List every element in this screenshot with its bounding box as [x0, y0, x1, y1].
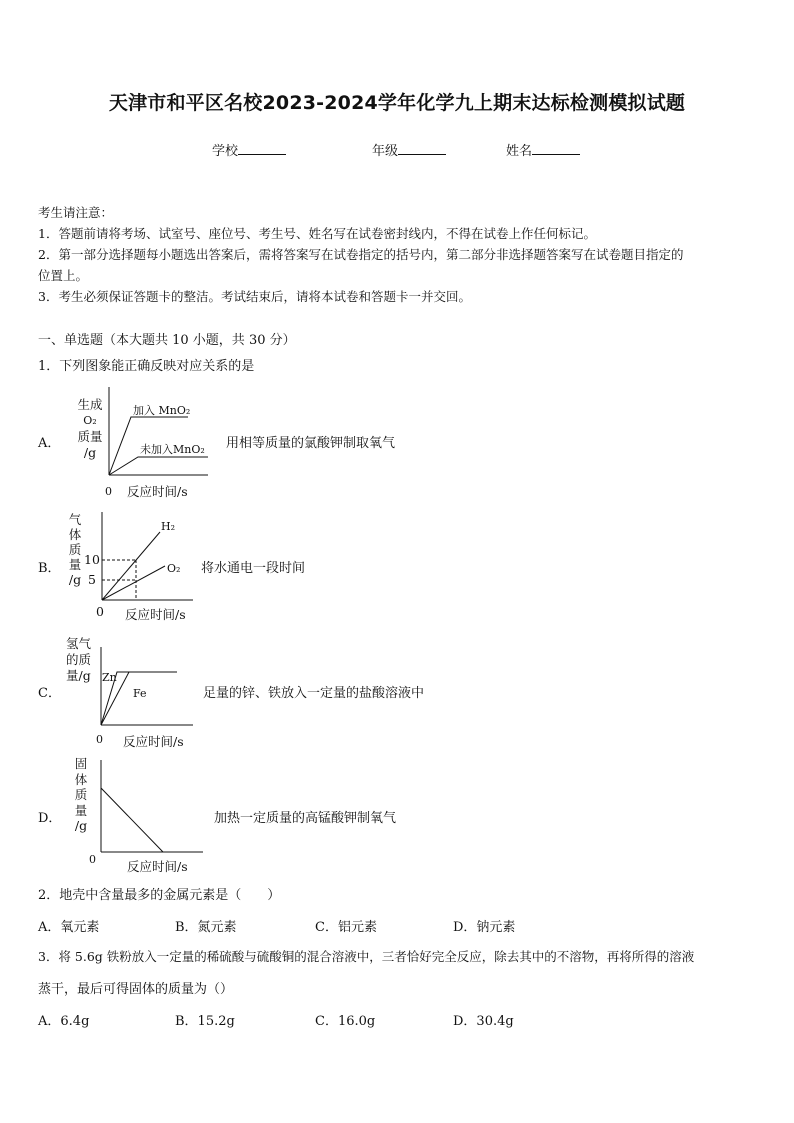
q2-option: B．氮元素 [175, 920, 237, 935]
question-3-stem: 3．将 5.6g 铁粉放入一定量的稀硫酸与硫酸铜的混合溶液中，三者恰好完全反应，除去其中的不溶物，再将所得的溶液 [38, 949, 695, 964]
tick-label: 5 [88, 572, 96, 587]
grade-label: 年级 [372, 144, 399, 159]
x-axis-label: 反应时间/s [125, 607, 186, 622]
name-field [506, 140, 580, 159]
q2-option: D．钠元素 [453, 920, 516, 935]
curve-label: 加入 MnO₂ [133, 404, 191, 417]
q2-option: C．铝元素 [315, 920, 377, 935]
name-label: 姓名 [506, 144, 533, 159]
curve-label: Zn [102, 671, 117, 684]
curve-without-mno2 [109, 457, 208, 475]
x-axis-label: 反应时间/s [123, 734, 184, 749]
question-3-stem-cont: 蒸干，最后可得固体的质量为（） [38, 982, 234, 997]
ylabel-line: 生成 [77, 397, 103, 412]
page-title: 天津市和平区名校2023-2024学年化学九上期末达标检测模拟试题 [108, 92, 686, 114]
q1-option-b-text: 将水通电一段时间 [201, 561, 306, 576]
ylabel-line: 体 [68, 527, 82, 542]
question-1-stem: 1．下列图象能正确反映对应关系的是 [38, 359, 255, 374]
ylabel-line: /g [83, 445, 97, 460]
q1-option-d-text: 加热一定质量的高锰酸钾制氧气 [214, 811, 397, 826]
ylabel-line: 固 [74, 756, 88, 771]
ylabel-line: 体 [74, 771, 88, 787]
ylabel-line: 质 [68, 542, 82, 557]
school-blank [238, 142, 286, 155]
ylabel-line: 氢气 [66, 636, 92, 651]
q3-option: B．15.2g [175, 1014, 235, 1029]
ylabel-line: /g [68, 572, 82, 587]
name-blank [532, 142, 580, 155]
q1-option-c-text: 足量的锌、铁放入一定量的盐酸溶液中 [203, 686, 425, 701]
q1-d-ylabel [72, 756, 90, 834]
grade-field [372, 140, 446, 159]
q3-option: C．16.0g [315, 1014, 376, 1029]
section-heading: 一、单选题（本大题共 10 小题，共 30 分） [38, 333, 296, 348]
ylabel-line: 的质 [66, 652, 92, 667]
q3-option: A．6.4g [38, 1014, 90, 1029]
school-label: 学校 [212, 144, 239, 159]
origin-label: 0 [96, 604, 104, 619]
ylabel-line: 质 [74, 787, 88, 802]
q1-d-graph [95, 758, 205, 858]
ylabel-line: /g [74, 818, 88, 833]
q1-option-d-letter: D． [38, 811, 62, 826]
origin-label: 0 [96, 733, 103, 746]
q1-b-graph [95, 510, 195, 605]
ylabel-line: 量 [68, 557, 82, 572]
grade-blank [398, 142, 446, 155]
q1-b-ylabel [66, 512, 84, 587]
q1-a-graph [100, 385, 210, 480]
notice-item: 1．答题前请将考场、试室号、座位号、考生号、姓名写在试卷密封线内，不得在试卷上作任何标记。 [38, 226, 596, 241]
ylabel-line: 量 [74, 802, 88, 818]
notice-item: 2．第一部分选择题每小题选出答案后，需将答案写在试卷指定的括号内，第二部分非选择题答案写在试卷题目指定的 [38, 247, 684, 262]
q1-option-a-letter: A． [38, 436, 61, 451]
curve-label: 未加入MnO₂ [140, 443, 205, 456]
origin-label: 0 [89, 853, 96, 866]
ylabel-line: 气 [68, 512, 82, 527]
tick-label: 10 [84, 552, 100, 567]
curve-label: H₂ [161, 520, 176, 533]
ylabel-line: 量/g [66, 668, 91, 683]
question-2-stem: 2．地壳中含量最多的金属元素是（ ） [38, 888, 281, 903]
x-axis-label: 反应时间/s [127, 484, 188, 499]
o2-line [102, 566, 165, 600]
q1-option-a-text: 用相等质量的氯酸钾制取氧气 [226, 436, 396, 451]
q1-option-c-letter: C． [38, 686, 61, 701]
q1-option-b-letter: B． [38, 561, 61, 576]
notice-item: 位置上。 [38, 268, 89, 283]
curve-label: Fe [133, 687, 147, 700]
q3-option: D．30.4g [453, 1014, 514, 1029]
school-field [212, 140, 286, 159]
origin-label: 0 [105, 485, 112, 498]
solid-mass-line [101, 788, 163, 852]
h2-line [102, 532, 160, 600]
ylabel-line: 质量 [77, 429, 103, 444]
ylabel-line: O₂ [83, 414, 97, 427]
q1-c-ylabel [66, 636, 91, 684]
x-axis-label: 反应时间/s [127, 859, 188, 874]
q2-option: A．氧元素 [38, 920, 100, 935]
notice-item: 3．考生必须保证答题卡的整洁。考试结束后，请将本试卷和答题卡一并交回。 [38, 289, 471, 304]
curve-label: O₂ [167, 562, 181, 575]
notice-heading: 考生请注意： [38, 205, 114, 220]
